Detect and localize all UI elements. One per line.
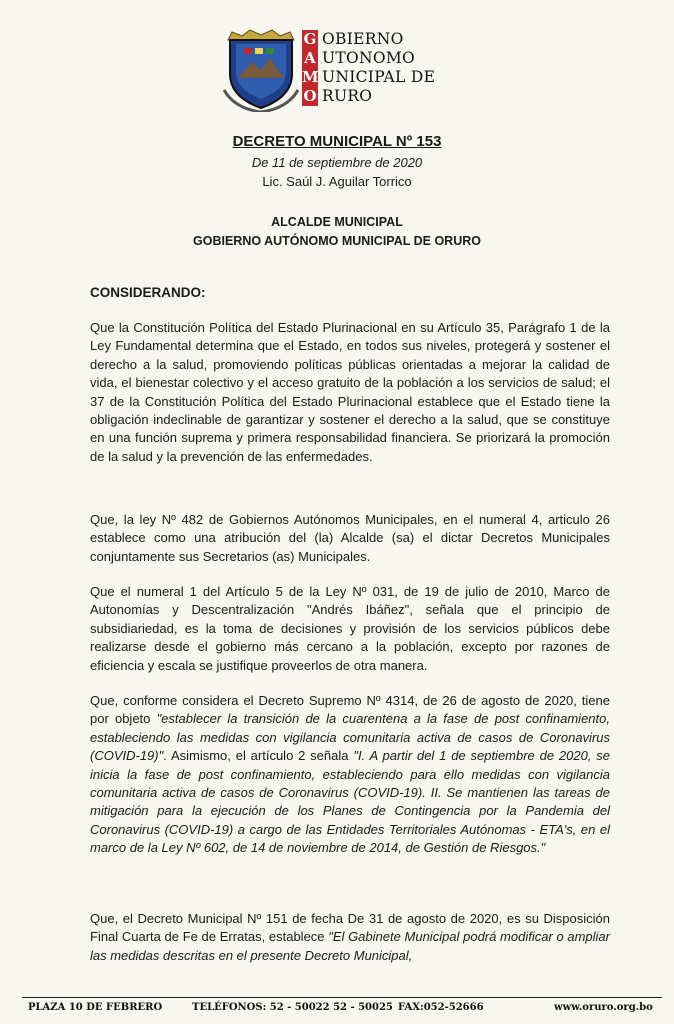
p5-quote: "El Gabinete Municipal podrá modificar o ampliar las medidas descritas en el presente Decreto Municipal, (90, 929, 610, 963)
decree-date: De 11 de septiembre de 2020 (251, 155, 423, 170)
considerando-heading: CONSIDERANDO: (90, 285, 206, 300)
letterhead (222, 26, 442, 112)
footer-fax: FAX:052-52666 (398, 1002, 484, 1013)
p5-text-a: Que, el Decreto Municipal Nº 151 de fecha De 31 de agosto de 2020, es su Disposición Final Cuarta de Fe de Erratas, establece (90, 911, 610, 945)
word-municipal: UNICIPAL DE (322, 68, 436, 86)
footer-phones: TELÉFONOS: 52 - 50022 52 - 50025 (192, 1002, 393, 1013)
office-title: ALCALDE MUNICIPAL (271, 215, 403, 229)
p4-quote-a: "establecer la transición de la cuarentena a la fase de post confinamiento, estableciendo las medidas con vigilancia comunitaria activa de casos de Coronavirus (COVID-19)" (90, 711, 610, 764)
paragraph-law-482: Que, la ley Nº 482 de Gobiernos Autónomos Municipales, en el numeral 4, articulo 26 establece como una atribución del (la) Alcalde (sa) el dictar Decretos Municipales conjuntamente sus Secretarios (as) Municipales. (90, 512, 610, 564)
initial-o: O (303, 87, 317, 105)
paragraph-law-031: Que el numeral 1 del Artículo 5 de la Ley Nº 031, de 19 de julio de 2010, Marco de Autonomías y Descentralización "Andrés Ibáñez", señala que el principio de subsidiariedad, es la toma de decisiones y provisión de los servicios públicos debe realizarse desde el gobierno más cercano a la población, excepto por razones de eficiencia y escala se justifique proveerlos de otra manera. (90, 584, 610, 673)
initial-m: M (302, 68, 319, 86)
paragraph-constitution: Que la Constitución Política del Estado Plurinacional en su Artículo 35, Parágrafo 1 de la Ley Fundamental determina que el Estado, en todos sus niveles, protegerá y sostener el derecho a la salud, promoviendo políticas públicas orientadas a mejorar la calidad de vida, el bienestar colectivo y el acceso gratuito de la población a los servicios de salud; el 37 de la Constitución Política del Estado Plurinacional establece que el Estado tiene la obligación indeclinable de garantizar y sostener el derecho a la salud, que se constituye en una función suprema y primera responsabilidad financiera. Se priorizará la promoción de la salud y la prevención de las enfermedades. (90, 320, 610, 464)
gamo-initials (302, 30, 318, 106)
paragraph-decree-4314 (90, 692, 610, 858)
footer-website: www.oruro.org.bo (554, 1002, 653, 1013)
footer-address: PLAZA 10 DE FEBRERO (28, 1002, 163, 1013)
institution-name (322, 30, 435, 106)
decree-title: DECRETO MUNICIPAL Nº 153 (232, 133, 442, 150)
office-government: GOBIERNO AUTÓNOMO MUNICIPAL DE ORURO (193, 234, 481, 248)
word-oruro: RURO (322, 87, 373, 105)
initial-a: A (302, 49, 318, 68)
word-autonomo: UTONOMO (322, 49, 416, 67)
p4-text-a: Que, conforme considera el Decreto Supremo Nº 4314, de 26 de agosto de 2020, tiene por objeto (90, 693, 610, 727)
paragraph-decree-151 (90, 910, 610, 965)
word-gobierno: OBIERNO (322, 30, 404, 48)
decree-author: Lic. Saúl J. Aguilar Torrico (262, 174, 412, 189)
p4-quote-b: "I. A partir del 1 de septiembre de 2020, se inicia la fase de post confinamiento, estableciendo para ello medidas con vigilancia comunitaria activa de casos de Coronavirus (COVID-19). II. Se mantienen las tareas de mitigación para la ejecución de los Planes de Contingencia por la Pandemia del Coronavirus (COVID-19) a cargo de las Entidades Territoriales Autónomas - ETA's, en el marco de la Ley Nº 602, de 14 de noviembre de 2014, de Gestión de Riesgos." (90, 748, 610, 856)
coat-of-arms-logo (222, 26, 300, 112)
initial-g: G (303, 30, 317, 48)
p4-text-b: . Asimismo, el artículo 2 señala (163, 748, 354, 764)
footer-divider (22, 997, 662, 998)
